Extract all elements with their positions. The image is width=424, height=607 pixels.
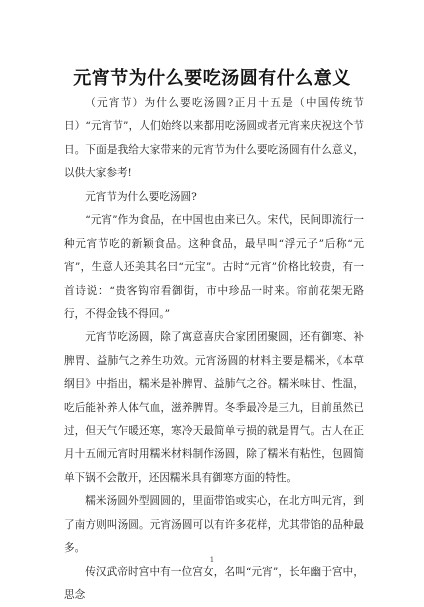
- document-title: 元宵节为什么要吃汤圆有什么意义: [0, 64, 424, 90]
- intro-section: [64, 92, 364, 186]
- paragraph-yuanxiao-history: “元宵”作为食品，在中国也由来已久。宋代，民间即流行一种元宵节吃的新颖食品。这种食品，最早叫“浮元子”后称“元宵”，生意人还美其名曰“元宝”。古时“元宵”价格比较贵，有一首诗说：“贵客钩帘看御街，市中珍品一时来。帘前花架无路行，不得金钱不得回。”: [64, 209, 364, 326]
- paragraph-shape-and-names: 糯米汤圆外型圆圆的，里面带馅或实心，在北方叫元宵，到了南方则叫汤圆。元宵汤圆可以有许多花样，尤其带馅的品种最多。: [64, 490, 364, 560]
- paragraph-health-benefits: 元宵节吃汤圆，除了寓意喜庆合家团团聚圆，还有御寒、补脾胃、益肺气之养生功效。元宵汤圆的材料主要是糯米，《本草纲目》中指出，糯米是补脾胃、益肺气之谷。糯米味甘、性温，吃后能补养人体气血，滋养脾胃。冬季最冷是三九，目前虽然已过，但天气乍暖还寒，寒冷天最简单亏损的就是胃气。古人在正月十五闹元宵时用糯米材料制作汤圆，除了糯米有粘性，包圆简单下锅不会散开，还因糯米具有御寒方面的特性。: [64, 326, 364, 490]
- page-number: 1: [0, 556, 424, 564]
- paragraph-legend: 传汉武帝时宫中有一位宫女，名叫“元宵”，长年幽于宫中，思念: [64, 561, 364, 607]
- section-heading: 元宵节为什么要吃汤圆?: [64, 186, 364, 209]
- intro-paragraph: （元宵节）为什么要吃汤圆?正月十五是（中国传统节日）“元宵节”，人们始终以来都用吃汤圆或者元宵来庆祝这个节日。下面是我给大家带来的元宵节为什么要吃汤圆有什么意义，以供大家参考!: [64, 92, 364, 186]
- main-section: [64, 186, 364, 607]
